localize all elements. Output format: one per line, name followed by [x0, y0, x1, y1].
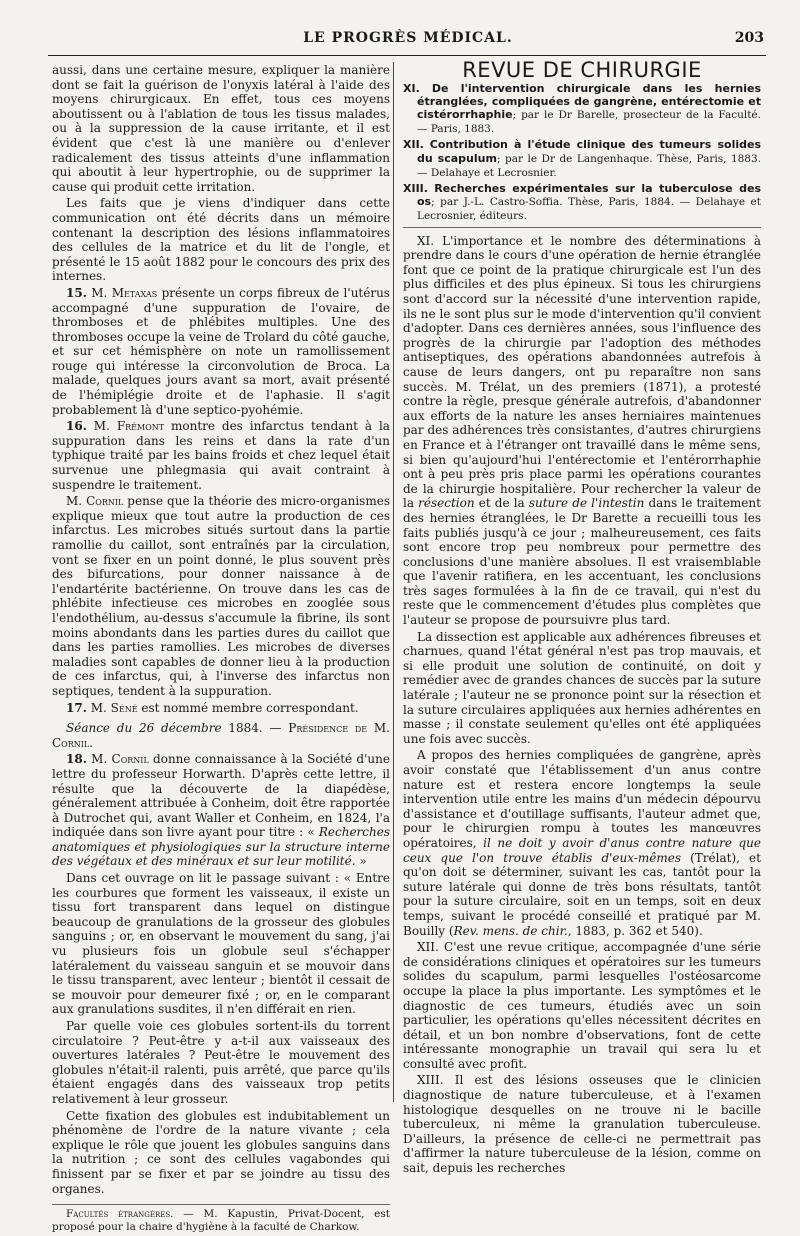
seance-presidence: Présidence de M. Cornil.	[52, 721, 390, 750]
journal-title: Rev. mens. de chir.	[453, 923, 568, 938]
title-m: M.	[66, 494, 83, 509]
paragraph-18	[52, 752, 390, 869]
paragraph-text: donne connaissance à la Société d'une lettre du professeur Horwarth. D'après cette lettre, il résulte que la découverte de la diapédèse, généralement attribuée à Conheim, doit être rapportée à Dutrochet qui, avant Waller et Conheim, en 1824, l'a indiquée dans son livre ayant pour titre : «	[52, 752, 390, 840]
page-number: 203	[734, 30, 764, 46]
seance-date: Séance du 26 décembre	[66, 721, 222, 736]
quote-close: »	[359, 854, 367, 869]
author-name: Frémont	[116, 419, 165, 434]
paragraph-cornil	[52, 494, 390, 698]
emphasis: il ne doit y avoir d'anus contre nature que ceux que l'on trouve établis d'eux-mêmes	[403, 835, 761, 865]
entry-meta: ; par le Dr Barelle, prosecteur de la Faculté. — Paris, 1883.	[417, 109, 761, 136]
paragraph: La dissection est applicable aux adhérences fibreuses et charnues, quand l'état général n'est pas trop mauvais, et si elle produit une solution de continuité, on doit y remédier avec de grandes chances de succès par la suture latérale ; l'auteur ne se prononce point sur la résection et la suture circulaires appliquées aux hernies adhérentes en masse ; il constate seulement qu'elles ont été appliquées une fois avec succès.	[403, 629, 761, 746]
paragraph-15	[52, 286, 390, 417]
bibliography-entry	[403, 182, 761, 224]
footnote-heading: Facultés étrangères.	[66, 1208, 174, 1221]
paragraph-16	[52, 419, 390, 492]
title-m: M.	[90, 700, 107, 715]
entry-title: De l'intervention chirurgicale dans les hernies étranglées, compliquées de gangrène, entérectomie et cistérorrhaphie	[417, 81, 762, 121]
paragraph: Par quelle voie ces globules sortent-ils du torrent circulatoire ? Peut-être y a-t-il aux vaisseaux des ouvertures latérales ? Peut-être le mouvement des globules n'était-il ralenti, puis arrêté, que parce qu'ils étaient engagés dans des vaisseaux trop petits relativement à leur grosseur.	[52, 1019, 390, 1106]
emphasis: résection	[418, 496, 475, 511]
entry-number: XII.	[403, 138, 424, 152]
entry-title: Contribution à l'étude clinique des tumeurs solides du scapulum	[417, 138, 761, 165]
author-name: Cornil	[86, 494, 124, 509]
paragraph: aussi, dans une certaine mesure, expliquer la manière dont se fait la guérison de l'onyxis latéral à l'aide des moyens chirurgicaux. En effet, tous ces moyens aboutissent ou à l'ablation de tous les tissus malades, ou à la suppression de la cause irritante, et il est évident que c'est là une manière ou d'enlever radicalement des tissus atteints d'une inflammation qui aboutit à leur hypertrophie, ou de supprimer la cause qui produit cette irritation.	[52, 63, 390, 194]
entry-title: Recherches expérimentales sur la tuberculose des os	[417, 182, 762, 209]
author-name: Cornil	[111, 752, 149, 767]
section-title: REVUE DE CHIRURGIE	[462, 58, 702, 82]
item-number: 17.	[66, 700, 87, 715]
paragraph: Cette fixation des globules est indubitablement un phénomène de l'ordre de la nature vivante ; cela explique le rôle que jouent les globules sanguins dans la nutrition ; ce sont des cellules vagabondes qui finissent par se fixer et par se joindre au tissu des organes.	[52, 1108, 390, 1196]
paragraph-text: dans le traitement des hernies étranglées, le Dr Barette a recueilli tous les faits publiés jusqu'à ce jour ; malheureusement, ces faits sont encore trop peu nombreux pour permettre des conclusions d'une manière absolues. Il est vraisemblable que l'avenir ratifiera, en les accentuant, les conclusions très sages formulées à la fin de ce travail, qui n'est du reste que le commencement d'études plus complètes que l'auteur se propose de poursuivre plus tard.	[403, 496, 761, 628]
paragraph-propos	[403, 748, 761, 938]
running-title: LE PROGRÈS MÉDICAL.	[303, 30, 513, 46]
paragraph: Les faits que je viens d'indiquer dans cette communication ont été décrits dans un mémoire contenant la description des lésions inflammatoires des cellules de la matrice et du lit de l'ongle, et présenté le 15 août 1882 pour le concours des prix des internes.	[52, 196, 390, 284]
paragraph: Dans cet ouvrage on lit le passage suivant : « Entre les courbures que forment les vaisseaux, il existe un tissu fort transparent dans lequel on distingue beaucoup de granulations de la grosseur des globules sanguins ; or, en observant le mouvement du sang, j'ai vu plusieurs fois un globule seul s'échapper latéralement du vaisseau sanguin et se mouvoir dans le tissu transparent, avec lenteur ; bientôt il cessait de se mouvoir pour demeurer fixé ; or, en le comparant aux granulations susdites, il n'en différait en rien.	[52, 871, 390, 1017]
author-name: Metaxas	[111, 285, 158, 300]
page-header	[52, 30, 764, 54]
entry-meta: ; par le Dr de Langenhaque. Thèse, Paris, 1883. — Delahaye et Lecrosnier.	[417, 152, 762, 179]
paragraph-xi	[403, 234, 761, 628]
book-title: Recherches anatomiques et physiologiques sur la structure interne des végétaux et des minéraux et sur leur motilité.	[52, 825, 390, 869]
paragraph-xii: XII. C'est une revue critique, accompagnée d'une série de considérations cliniques et opératoires sur les tumeurs solides du scapulum, parmi lesquelles l'ostéosarcome occupe la place la plus importante. Les symptômes et le diagnostic de ces tumeurs, étudiés avec un soin particulier, les opérations qu'elles nécessitent décrites en détail, et un bon nombre d'observations, font de cette intéressante monographie un travail qui sera lu et consulté avec profit.	[403, 940, 761, 1071]
entry-number: XIII.	[403, 182, 428, 196]
item-number: 18.	[66, 752, 87, 767]
paragraph-text: A propos des hernies compliquées de gangrène, après avoir constaté que l'établissement d'un anus contre nature est et restera encore longtemps la seule intervention utile entre les mains d'un médecin dépourvu d'assistance et d'outillage suffisants, l'auteur admet que, pour le chirurgien rompu à toutes les manœuvres opératoires,	[403, 748, 761, 850]
left-column	[52, 63, 390, 1236]
paragraph-text: (Trélat), et qu'on doit se déterminer, suivant les cas, tantôt pour la suture latérale qui donne de très bons résultats, tantôt pour la suture circulaire, soit en un temps, soit en deux temps, suivant le procédé conseillé et pratiqué par M. Bouilly (	[403, 850, 761, 938]
seance-heading	[52, 721, 390, 750]
footnote	[52, 1208, 390, 1234]
footnote-rule	[52, 1204, 390, 1205]
seance-year: 1884. —	[228, 721, 282, 736]
paragraph-text: XI. L'importance et le nombre des déterminations à prendre dans le cours d'une opération de hernie étranglée font que ce point de la pratique chirurgicale est l'un des plus difficiles et des plus épineux. Si tous les chirurgiens sont d'accord sur la nécessité d'une intervention rapide, ils ne le sont plus sur le mode d'intervention qu'il convient d'adopter. Dans ces dernières années, sous l'influence des progrès de la chirurgie par l'adoption des méthodes antiseptiques, des opérations abandonnées autrefois à cause de leurs dangers, ont pu reparaître non sans succès. M. Trélat, un des premiers (1871), a protesté contre la règle, presque générale autrefois, d'abandonner aux efforts de la nature les anses herniaires maintenues par des adhérences très consistantes, d'autres chirurgiens en France et à l'étranger ont travaillé dans le même sens, si bien qu'aujourd'hui l'entérectomie et l'entérorrhaphie ont à peu près pris place parmi les opérations courantes de la chirurgie hospitalière. Pour rechercher la valeur de la	[403, 233, 761, 511]
footnote-text: — M. Kapustin, Privat-Docent, est proposé pour la chaire d'hygiène à la faculté de Charkow.	[52, 1208, 390, 1234]
title-m: M.	[91, 285, 108, 300]
header-rule	[48, 55, 766, 56]
paragraph-text: , 1883, p. 362 et 540).	[567, 923, 703, 938]
column-divider	[393, 62, 394, 1102]
entry-number: XI.	[403, 81, 420, 95]
paragraph-17	[52, 701, 390, 716]
paragraph-text: pense que la théorie des micro-organismes explique mieux que tout autre la production de ces infarctus. Les microbes situés surtout dans la partie ramollie du caillot, sont entraînés par la circulation, vont se fixer en un point donné, le plus souvent près des bifurcations, pour donner naissance à de l'endartérite bactérienne. On trouve dans les cas de phlébite infectieuse ces microbes en zooglée sous l'endothélium, au-dessus s'accumule la fibrine, ils sont moins abondants dans les parties dures du caillot que dans les parties ramollies. Les microbes de diverses maladies sont capables de donner lieu à la production de ces infarctus, qui, à l'inverse des infarctus non septiques, tendent à la suppuration.	[52, 494, 390, 698]
paragraph-xiii: XIII. Il est des lésions osseuses que le clinicien diagnostique de nature tuberculeuse, et à l'examen histologique desquelles on ne trouve ni le bacille tuberculeux, ni même la granulation tuberculeuse. D'ailleurs, la présence de celle-ci ne permettrait pas d'affirmer la nature tuberculeuse de la lésion, comme on sait, depuis les recherches	[403, 1073, 761, 1176]
entry-meta: ; par J.-L. Castro-Soffia. Thèse, Paris, 1884. — Delahaye et Lecrosnier, éditeurs.	[417, 196, 761, 223]
author-name: Séné	[110, 700, 138, 715]
item-number: 16.	[66, 419, 87, 434]
bibliography-entry	[403, 82, 761, 137]
item-number: 15.	[66, 285, 87, 300]
bibliography-entry	[403, 138, 761, 180]
paragraph-text: et de la	[478, 496, 525, 511]
paragraph-text: présente un corps fibreux de l'utérus accompagné d'une suppuration de l'ovaire, de thromboses et de phlébites multiples. Une des thromboses occupe la veine de Trolard du côté gauche, et sur cet hémisphère on note un ramollissement rouge qui intéresse la circonvolution de Broca. La malade, quelques jours avant sa mort, avait présenté de l'hémiplégie droite et de l'aphasie. Il s'agit probablement là d'une septico-pyohémie.	[52, 285, 390, 417]
paragraph-text: montre des infarctus tendant à la suppuration dans les reins et dans la rate d'un typhique traité par les bains froids et chez lequel était survenue une phlegmasia qui avait contraint à suspendre le traitement.	[52, 419, 390, 492]
entry-rule	[403, 227, 761, 228]
emphasis: suture de l'intestin	[528, 496, 645, 511]
right-column	[403, 58, 762, 1178]
paragraph-text: est nommé membre correspondant.	[141, 700, 359, 715]
title-m: M.	[93, 419, 110, 434]
title-m: M.	[91, 752, 108, 767]
